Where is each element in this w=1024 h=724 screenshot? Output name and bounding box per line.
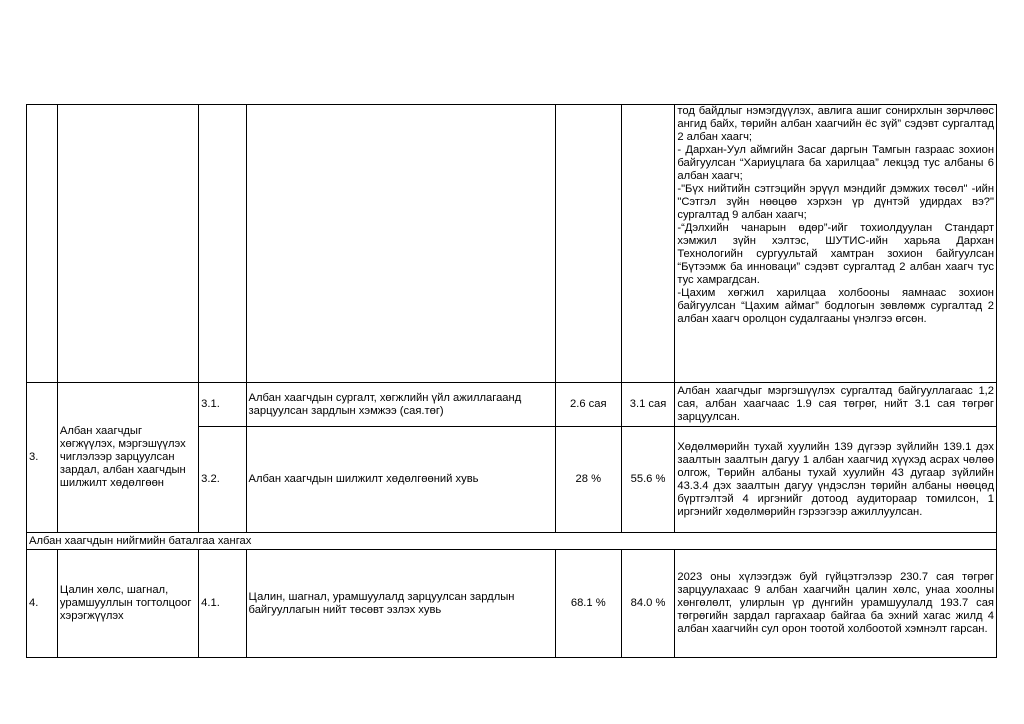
continuation-row bbox=[27, 105, 997, 383]
row-3-2-number: 3.2. bbox=[199, 427, 246, 533]
row-3-2-baseline: 28 % bbox=[555, 427, 621, 533]
training-item-3: -"Бүх нийтийн сэтгэцийн эрүүл мэндийг дэмжих төсөл" -ийн "Сэтгэл зүйн нөөцөө хэрхэн үр дүнтэй удирдах вэ?" сургалтад 9 албан хаагч; bbox=[677, 183, 994, 221]
row-3-1-description: Албан хаагчдыг мэргэшүүлэх сургалтад байгууллагаас 1,2 сая, албан хаагчаас 1.9 сая төгрөг, нийт 3.1 сая төгрөг зарцуулсан. bbox=[675, 383, 997, 427]
training-item-2: - Дархан-Уул аймгийн Засаг даргын Тамгын газраас зохион байгуулсан “Хариуцлага ба харилцаа” лекцэд тус албаны 6 албан хаагч; bbox=[677, 144, 994, 182]
performance-report-table bbox=[26, 104, 997, 658]
continuation-description-cell bbox=[675, 105, 997, 383]
continuation-number-cell bbox=[27, 105, 58, 383]
continuation-baseline-cell bbox=[555, 105, 621, 383]
group4-objective: Цалин хөлс, шагнал, урамшууллын тогтолцоог хэрэгжүүлэх bbox=[57, 550, 198, 658]
row-3-2-actual: 55.6 % bbox=[621, 427, 675, 533]
row-3-1-indicator: Албан хаагчдын сургалт, хөгжлийн үйл ажиллагаанд зарцуулсан зардлын хэмжээ (сая.төг) bbox=[246, 383, 555, 427]
section-heading: Албан хаагчдын нийгмийн баталгаа хангах bbox=[27, 533, 997, 550]
row-3-2-description: Хөдөлмөрийн тухай хуулийн 139 дүгээр зүйлийн 139.1 дэх заалтын заалтын дагуу 1 албан хаагчид хүүхэд асрах чөлөө олгож, Төрийн албаны тухай хуулийн 43 дугаар зүйлийн 43.3.4 дэх заалтын дагуу үндэслэн төрийн албаны нөөцөд бүртгэлтэй 4 иргэнийг дотоод аудитораар томилсон, 1 иргэнийг хөдөлмөрийн гэрээгээр ажиллуулсан. bbox=[675, 427, 997, 533]
row-3-1-actual: 3.1 сая bbox=[621, 383, 675, 427]
training-item-4: -“Дэлхийн чанарын өдөр”-ийг тохиолдуулан Стандарт хэмжил зүйн хэлтэс, ШУТИС-ийн харьяа Дархан Технологийн сургуультай хамтран зохион байгуулсан “Бүтээмж ба инноваци” сэдэвт сургалтад 2 албан хаагч тус тус хамрагдсан. bbox=[677, 222, 994, 286]
group3-number: 3. bbox=[27, 383, 58, 533]
continuation-actual-cell bbox=[621, 105, 675, 383]
continuation-subnumber-cell bbox=[199, 105, 246, 383]
row-3-2-indicator: Албан хаагчдын шилжилт хөдөлгөөний хувь bbox=[246, 427, 555, 533]
continuation-indicator-cell bbox=[246, 105, 555, 383]
row-4-1-number: 4.1. bbox=[199, 550, 246, 658]
row-4-1-description: 2023 оны хүлээгдэж буй гүйцэтгэлээр 230.7 сая төгрөг зарцуулахаас 9 албан хаагчийн цалин хөлс, унаа хоолны хөнгөлөлт, улирлын үр дүнгийн урамшуулалд 193.7 сая төгрөгийн зардал гаргахаар байгаа ба эхний хагас жилд 4 албан хаагчийн сул орон тоотой холбоотой хэмнэлт гарсан. bbox=[675, 550, 997, 658]
continuation-objective-cell bbox=[57, 105, 198, 383]
table-row-3-1 bbox=[27, 383, 997, 427]
section-heading-row bbox=[27, 533, 997, 550]
row-3-1-baseline: 2.6 сая bbox=[555, 383, 621, 427]
table-row-4-1 bbox=[27, 550, 997, 658]
row-3-1-number: 3.1. bbox=[199, 383, 246, 427]
row-4-1-indicator: Цалин, шагнал, урамшуулалд зарцуулсан зардлын байгууллагын нийт төсөвт эзлэх хувь bbox=[246, 550, 555, 658]
row-4-1-baseline: 68.1 % bbox=[555, 550, 621, 658]
training-item-1: тод байдлыг нэмэгдүүлэх, авлига ашиг сонирхлын зөрчлөөс ангид байх, төрийн албан хаагчийн ёс зүй” сэдэвт сургалтад 2 албан хаагч; bbox=[677, 105, 994, 143]
group3-objective: Албан хаагчдыг хөгжүүлэх, мэргэшүүлэх чиглэлээр зарцуулсан зардал, албан хаагчдын шилжилт хөдөлгөөн bbox=[57, 383, 198, 533]
group4-number: 4. bbox=[27, 550, 58, 658]
training-item-5: -Цахим хөгжил харилцаа холбооны яамнаас зохион байгуулсан “Цахим аймаг” бодлогын зөвлөмж сургалтад 2 албан хаагч оролцон судалгааны үнэлгээ өгсөн. bbox=[677, 287, 994, 325]
row-4-1-actual: 84.0 % bbox=[621, 550, 675, 658]
